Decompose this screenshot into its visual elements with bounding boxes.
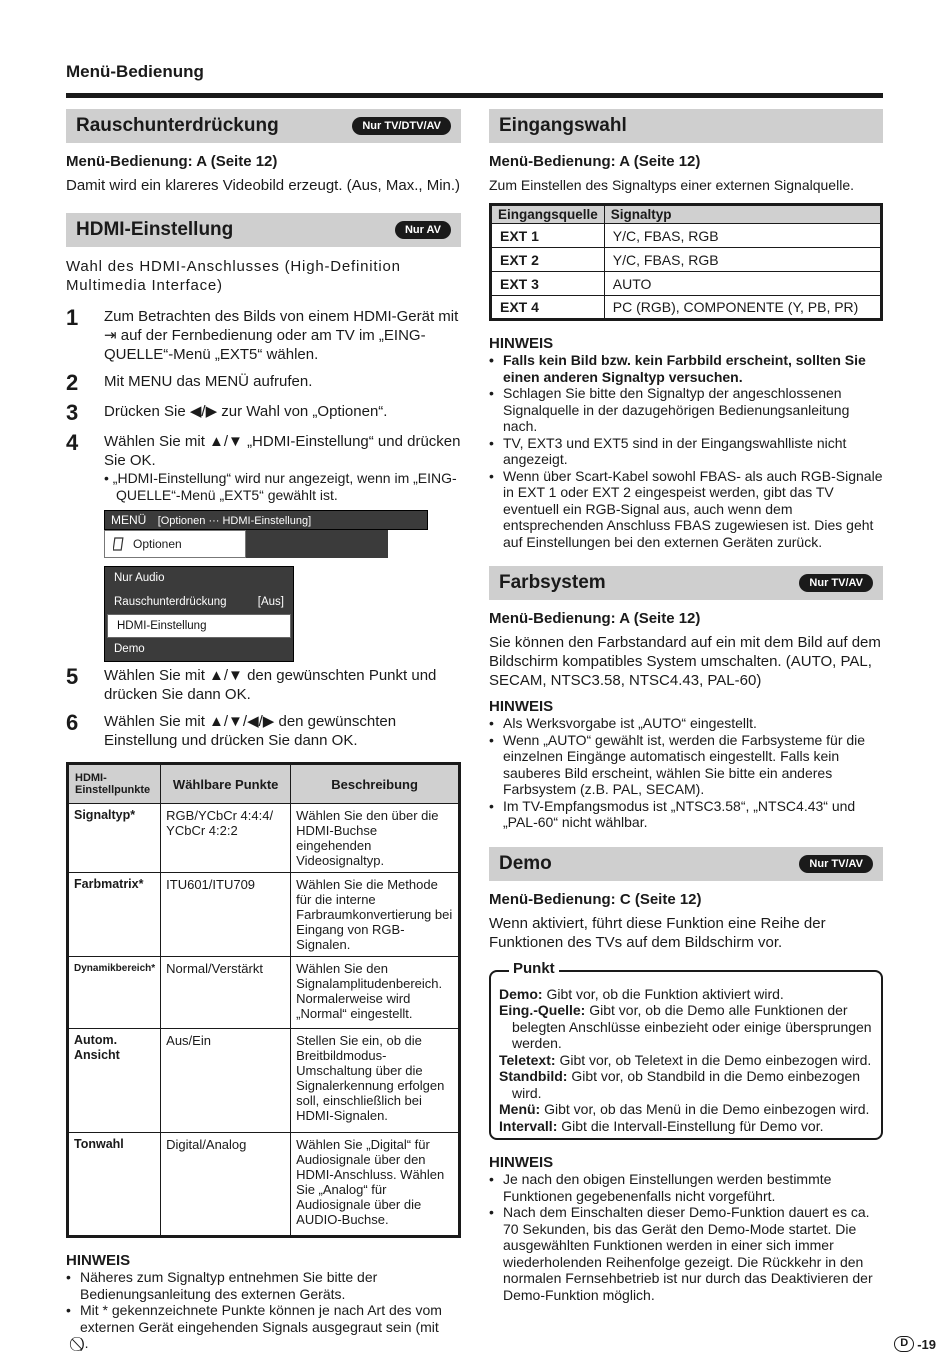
paragraph: Wenn aktiviert, führt diese Funktion eine Reihe der Funktionen des TVs auf dem Bildschirm vor. xyxy=(489,914,826,951)
paragraph: Zum Einstellen des Signaltyps einer externen Signalquelle. xyxy=(489,177,854,193)
hinweis-list xyxy=(489,352,883,550)
table-row xyxy=(68,1133,460,1237)
punkt-key: Menü: xyxy=(499,1101,541,1117)
hinweis-item: • Nach dem Einschalten dieser Demo-Funktion dauert es ca. 70 Sekunden, bis das Gerät den Demo-Mode startet. Die ausgewählten Funktionen werden in einer sich immer wiederholenden Reihenfolge gezeigt. Die Rückkehr in den normalen Fernsehbetrieb ist nur durch das Deaktivieren der Demo-Funktion möglich. xyxy=(489,1204,883,1303)
section-header-hdmi xyxy=(66,213,461,247)
page-number-text: -19 xyxy=(917,1336,936,1352)
menu-op: Menü-Bedienung: A (Seite 12) xyxy=(66,153,278,170)
section-title: Farbsystem xyxy=(499,572,606,593)
osd-item-selected xyxy=(107,614,291,638)
badge: Nur TV/DTV/AV xyxy=(352,117,451,135)
punkt-item xyxy=(499,1052,873,1069)
hinweis-item: • Wenn über Scart-Kabel sowohl FBAS- als auch RGB-Signale in EXT 1 oder EXT 2 eingespeist werden, gibt das TV eventuell ein RGB-Signal aus, auch wenn dem entsprechenden Anschluss FBAS zugewiesen ist. Dies geht auf Einstellungen bei den externen Geräten zurück. xyxy=(489,468,883,551)
osd-title-bar xyxy=(104,510,428,530)
hinweis-title: HINWEIS xyxy=(66,1252,131,1269)
hinweis-title: HINWEIS xyxy=(489,698,554,715)
table-cell: Autom. Ansicht xyxy=(68,1029,161,1133)
hinweis-item-bold: • Falls kein Bild bzw. kein Farbbild erscheint, sollten Sie einen anderen Signaltyp versuchen. xyxy=(489,352,883,385)
punkt-item xyxy=(499,1068,873,1101)
hinweis-item: • Wenn „AUTO“ gewählt ist, werden die Farbsysteme für die einzelnen Eingänge automatisch eingestellt. Falls kein sauberes Bild erscheint, wählen Sie bitte ein anderes Farbsystem (z.B. PAL, SECAM). xyxy=(489,732,883,798)
step xyxy=(66,402,461,424)
osd-item-value: [Aus] xyxy=(257,595,284,608)
hinweis-item: • Je nach den obigen Einstellungen werden bestimmte Funktionen gegebenenfalls nicht vorgeführt. xyxy=(489,1171,883,1204)
table-cell: Wählen Sie den über die HDMI-Buchse eingehenden Videosignaltyp. xyxy=(291,804,460,873)
table-header: Beschreibung xyxy=(291,764,460,804)
step xyxy=(66,666,461,704)
osd-dark-panel xyxy=(246,530,388,558)
badge: Nur AV xyxy=(395,221,451,239)
punkt-value: Gibt vor, ob die Funktion aktiviert wird. xyxy=(546,985,784,1002)
osd-item xyxy=(105,591,293,615)
step-text-wrap xyxy=(104,432,461,504)
punkt-key: Standbild: xyxy=(499,1068,568,1084)
punkt-item xyxy=(499,1101,873,1118)
punkt-title: Punkt xyxy=(509,961,559,978)
table-row xyxy=(491,272,882,296)
paragraph: Damit wird ein klareres Videobild erzeugt. (Aus, Max., Min.) xyxy=(66,177,461,194)
hinweis-list xyxy=(489,1171,883,1303)
eingang-table xyxy=(489,203,883,321)
table-cell: EXT 1 xyxy=(491,224,605,248)
table-header: Wählbare Punkte xyxy=(161,764,291,804)
osd-optionen-label: Optionen xyxy=(133,537,182,551)
paragraph: Wahl des HDMI-Anschlusses (High-Definition Multimedia Interface) xyxy=(66,258,401,294)
table-cell: Y/C, FBAS, RGB xyxy=(604,248,881,272)
osd-item-label: Demo xyxy=(114,642,145,655)
table-cell: EXT 2 xyxy=(491,248,605,272)
osd-item-label: Nur Audio xyxy=(114,572,165,584)
hinweis-item: • Mit * gekennzeichnete Punkte können je nach Art des vom externen Gerät eingehenden Signals ausgegraut sein (mit ⃠). xyxy=(66,1302,461,1352)
punkt-box xyxy=(489,959,883,1141)
menu-op: Menü-Bedienung: C (Seite 12) xyxy=(489,890,702,908)
osd-menu-label: MENÜ xyxy=(111,513,147,527)
step-text: Wählen Sie mit ▲/▼/◀/▶ den gewünschten Einstellung und drücken Sie dann OK. xyxy=(104,713,397,749)
table-cell: Wählen Sie „Digital“ für Audiosignale über den HDMI-Anschluss. Wählen Sie „Analog“ für Audiosignale über die AUDIO-Buchse. xyxy=(291,1133,460,1237)
section-title: Demo xyxy=(499,852,552,874)
table-row xyxy=(491,248,882,272)
table-header: Signaltyp xyxy=(604,205,881,224)
hinweis-item: • Als Werksvorgabe ist „AUTO“ eingestellt. xyxy=(489,715,883,732)
osd-item-label: HDMI-Einstellung xyxy=(117,620,207,632)
punkt-value: Gibt vor, ob die Demo alle Funktionen der belegten Anschlüsse einbezieht oder einige übersprungen werden. xyxy=(512,1002,872,1051)
step-number: 2 xyxy=(66,370,79,395)
table-cell: PC (RGB), COMPONENTE (Y, PB, PR) xyxy=(604,296,881,320)
punkt-value: Gibt vor, ob Standbild in die Demo einbezogen wird. xyxy=(512,1068,861,1101)
language-badge: D xyxy=(894,1336,914,1352)
step-text: Zum Betrachten des Bilds von einem HDMI-Gerät mit ⇥ auf der Fernbedienung oder am TV im „EING-QUELLE“-Menü „EXT5“ wählen. xyxy=(104,308,459,363)
table-header-row xyxy=(491,205,882,224)
punkt-value: Gibt vor, ob das Menü in die Demo einbezogen wird. xyxy=(544,1101,870,1117)
badge: Nur TV/AV xyxy=(799,574,873,592)
table-cell: ITU601/ITU709 xyxy=(161,873,291,957)
table-row xyxy=(68,804,460,873)
page-header: Menü-Bedienung xyxy=(66,62,204,81)
table-cell: Stellen Sie ein, ob die Breitbildmodus-Umschaltung über die Signalerkennung erfolgen soll, einschließlich bei HDMI-Signalen. xyxy=(291,1029,460,1133)
osd-menu-screenshot xyxy=(104,510,461,660)
table-cell: Digital/Analog xyxy=(161,1133,291,1237)
table-cell: Tonwahl xyxy=(68,1133,161,1237)
hinweis-item: • Schlagen Sie bitte den Signaltyp der angeschlossenen Signalquelle in der dazugehörigen Bedienungsanleitung nach. xyxy=(489,385,883,435)
section-header-demo xyxy=(489,847,883,881)
hinweis-item: • TV, EXT3 und EXT5 sind in der Eingangswahlliste nicht angezeigt. xyxy=(489,435,883,468)
step-number: 3 xyxy=(66,400,79,425)
table-cell: Normal/Verstärkt xyxy=(161,957,291,1029)
table-header-row xyxy=(68,764,460,804)
badge: Nur TV/AV xyxy=(799,855,873,873)
step xyxy=(66,307,461,364)
table-header: HDMI-Einstellpunkte xyxy=(68,764,161,804)
table-cell: Y/C, FBAS, RGB xyxy=(604,224,881,248)
table-cell: Aus/Ein xyxy=(161,1029,291,1133)
step-text: Mit MENU das MENÜ aufrufen. xyxy=(104,373,313,390)
table-row xyxy=(491,296,882,320)
step-number: 6 xyxy=(66,710,79,735)
table-cell: EXT 4 xyxy=(491,296,605,320)
step-note: • „HDMI-Einstellung“ wird nur angezeigt, wenn im „EING-QUELLE“-Menü „EXT5“ gewählt ist. xyxy=(104,470,457,503)
table-row xyxy=(491,224,882,248)
punkt-item xyxy=(499,986,873,1003)
hinweis-list xyxy=(489,715,883,831)
hdmi-settings-table xyxy=(66,762,461,1238)
table-row xyxy=(68,1029,460,1133)
punkt-key: Teletext: xyxy=(499,1051,556,1068)
table-cell: AUTO xyxy=(604,272,881,296)
hinweis-list xyxy=(66,1269,461,1352)
punkt-value: Gibt vor, ob Teletext in die Demo einbezogen wird. xyxy=(559,1051,872,1068)
table-cell: Dynamikbereich* xyxy=(68,957,161,1029)
step-text: Drücken Sie ◀/▶ zur Wahl von „Optionen“. xyxy=(104,403,388,420)
table-cell: EXT 3 xyxy=(491,272,605,296)
table-cell: Signaltyp* xyxy=(68,804,161,873)
step-text: Wählen Sie mit ▲/▼ den gewünschten Punkt und drücken Sie dann OK. xyxy=(104,667,437,703)
punkt-item xyxy=(499,1002,873,1052)
section-header-rausch xyxy=(66,109,461,143)
header-rule xyxy=(66,93,883,98)
step-number: 1 xyxy=(66,305,79,330)
table-header: Eingangsquelle xyxy=(491,205,605,224)
osd-optionen-tab xyxy=(104,530,246,558)
punkt-item xyxy=(499,1118,873,1135)
table-cell: Wählen Sie den Signalamplitudenbereich. Normalerweise wird „Normal“ eingestellt. xyxy=(291,957,460,1029)
menu-op: Menü-Bedienung: A (Seite 12) xyxy=(489,153,701,170)
osd-item xyxy=(105,567,293,591)
step xyxy=(66,712,461,750)
hinweis-title: HINWEIS xyxy=(489,1154,554,1171)
hinweis-item: • Im TV-Empfangsmodus ist „NTSC3.58“, „NTSC4.43“ und „PAL-60“ nicht wählbar. xyxy=(489,798,883,831)
punkt-key: Demo: xyxy=(499,985,543,1002)
table-cell: Farbmatrix* xyxy=(68,873,161,957)
left-column xyxy=(66,109,461,1352)
right-column xyxy=(489,109,883,1303)
step-number: 4 xyxy=(66,430,79,455)
section-title: HDMI-Einstellung xyxy=(76,219,234,240)
section-header-farb xyxy=(489,566,883,600)
section-title: Eingangswahl xyxy=(499,115,627,136)
step-text: Wählen Sie mit ▲/▼ „HDMI-Einstellung“ und drücken Sie OK. xyxy=(104,433,461,469)
punkt-key: Eing.-Quelle: xyxy=(499,1002,586,1018)
step xyxy=(66,432,461,504)
punkt-key: Intervall: xyxy=(499,1117,558,1134)
options-icon xyxy=(113,537,125,551)
table-cell: RGB/YCbCr 4:4:4/ YCbCr 4:2:2 xyxy=(161,804,291,873)
table-cell: Wählen Sie die Methode für die interne Farbraumkonvertierung bei Eingang von RGB-Signalen. xyxy=(291,873,460,957)
punkt-value: Gibt die Intervall-Einstellung für Demo vor. xyxy=(561,1117,824,1134)
step-note-text: „HDMI-Einstellung“ wird nur angezeigt, wenn im „EING-QUELLE“-Menü „EXT5“ gewählt ist. xyxy=(112,470,457,503)
menu-op: Menü-Bedienung: A (Seite 12) xyxy=(489,610,701,627)
section-header-eingang xyxy=(489,109,883,143)
hinweis-title: HINWEIS xyxy=(489,335,554,352)
osd-item-label: Rauschunterdrückung xyxy=(114,595,227,608)
hinweis-item: • Näheres zum Signaltyp entnehmen Sie bitte der Bedienungsanleitung des externen Geräts. xyxy=(66,1269,461,1302)
table-row xyxy=(68,873,460,957)
page-number xyxy=(894,1336,936,1352)
table-row xyxy=(68,957,460,1029)
osd-list xyxy=(104,566,294,662)
step-number: 5 xyxy=(66,664,79,689)
osd-item xyxy=(105,638,293,662)
osd-path: [Optionen ··· HDMI-Einstellung] xyxy=(157,515,312,527)
paragraph: Sie können den Farbstandard auf ein mit dem Bild auf dem Bildschirm kompatibles System umschalten. (AUTO, PAL, SECAM, NTSC3.58, NTSC4.43, PAL-60) xyxy=(489,634,881,689)
step xyxy=(66,372,461,394)
section-title: Rauschunterdrückung xyxy=(76,115,279,136)
